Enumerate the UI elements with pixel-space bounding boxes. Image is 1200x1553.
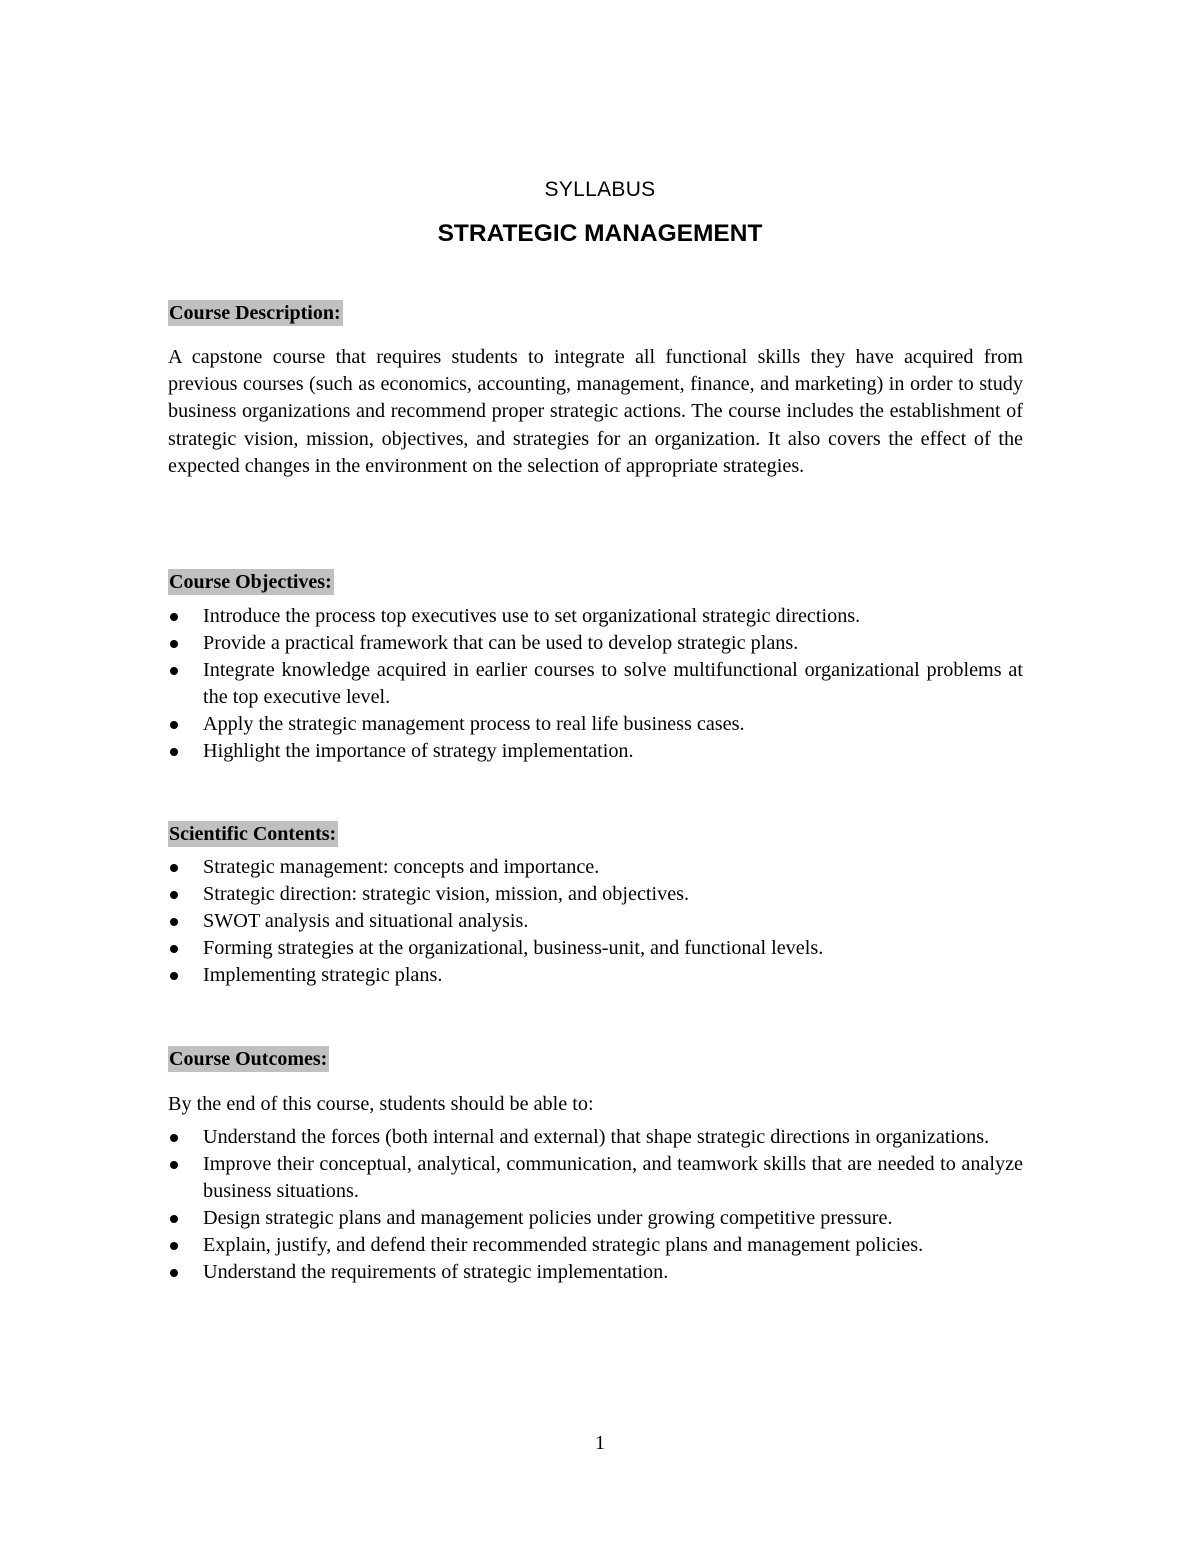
list-item [168, 1232, 1023, 1259]
bullet-icon [170, 864, 178, 872]
course-objectives-list [168, 603, 1023, 765]
list-item-text: Apply the strategic management process to real life business cases. [203, 713, 745, 735]
bullet-icon [170, 748, 178, 756]
scientific-contents-heading: Scientific Contents: [169, 823, 337, 845]
bullet-icon [170, 972, 178, 980]
list-item [168, 881, 1023, 908]
list-item-text: Strategic management: concepts and importance. [203, 856, 600, 878]
list-item-text: Explain, justify, and defend their recommended strategic plans and management policies. [203, 1234, 924, 1256]
bullet-icon [170, 891, 178, 899]
scientific-contents-list [168, 854, 1023, 989]
bullet-icon [170, 945, 178, 953]
list-item [168, 1259, 1023, 1286]
list-item-text: Implementing strategic plans. [203, 964, 443, 986]
course-outcomes-intro: By the end of this course, students should be able to: [168, 1093, 594, 1115]
list-item-text: Integrate knowledge acquired in earlier courses to solve multifunctional organizational problems at the top executive level. [203, 659, 1023, 708]
list-item [168, 738, 1023, 765]
course-objectives-heading: Course Objectives: [169, 571, 332, 593]
list-item-text: SWOT analysis and situational analysis. [203, 910, 529, 932]
list-item [168, 1205, 1023, 1232]
list-item [168, 711, 1023, 738]
document-supertitle: SYLLABUS [544, 178, 656, 201]
course-description-body: A capstone course that requires students to integrate all functional skills they have acquired from previous courses (such as economics, accounting, management, finance, and marketing) in order to study business organizations and recommend proper strategic actions. The course includes the establishment of strategic vision, mission, objectives, and strategies for an organization. It also covers the effect of the expected changes in the environment on the selection of appropriate strategies. [168, 346, 1023, 477]
list-item-text: Understand the forces (both internal and external) that shape strategic directions in organizations. [203, 1126, 990, 1148]
list-item-text: Introduce the process top executives use to set organizational strategic directions. [203, 605, 861, 627]
list-item [168, 1124, 1023, 1151]
list-item-text: Improve their conceptual, analytical, communication, and teamwork skills that are needed to analyze business situations. [203, 1153, 1023, 1202]
list-item [168, 854, 1023, 881]
list-item [168, 908, 1023, 935]
list-item-text: Forming strategies at the organizational, business-unit, and functional levels. [203, 937, 824, 959]
list-item [168, 630, 1023, 657]
page-number: 1 [595, 1432, 605, 1454]
list-item [168, 603, 1023, 630]
list-item-text: Provide a practical framework that can be used to develop strategic plans. [203, 632, 799, 654]
list-item [168, 962, 1023, 989]
list-item-text: Design strategic plans and management policies under growing competitive pressure. [203, 1207, 893, 1229]
bullet-icon [170, 1215, 178, 1223]
bullet-icon [170, 613, 178, 621]
course-outcomes-heading: Course Outcomes: [169, 1048, 328, 1070]
course-description-heading: Course Description: [169, 302, 341, 324]
bullet-icon [170, 918, 178, 926]
list-item [168, 657, 1023, 711]
bullet-icon [170, 1269, 178, 1277]
document-title: STRATEGIC MANAGEMENT [437, 220, 763, 247]
bullet-icon [170, 1242, 178, 1250]
bullet-icon [170, 1161, 178, 1169]
list-item-text: Strategic direction: strategic vision, mission, and objectives. [203, 883, 690, 905]
list-item-text: Understand the requirements of strategic implementation. [203, 1261, 669, 1283]
list-item [168, 935, 1023, 962]
bullet-icon [170, 640, 178, 648]
course-outcomes-list [168, 1124, 1023, 1286]
bullet-icon [170, 1134, 178, 1142]
list-item-text: Highlight the importance of strategy implementation. [203, 740, 634, 762]
bullet-icon [170, 667, 178, 675]
list-item [168, 1151, 1023, 1205]
bullet-icon [170, 721, 178, 729]
